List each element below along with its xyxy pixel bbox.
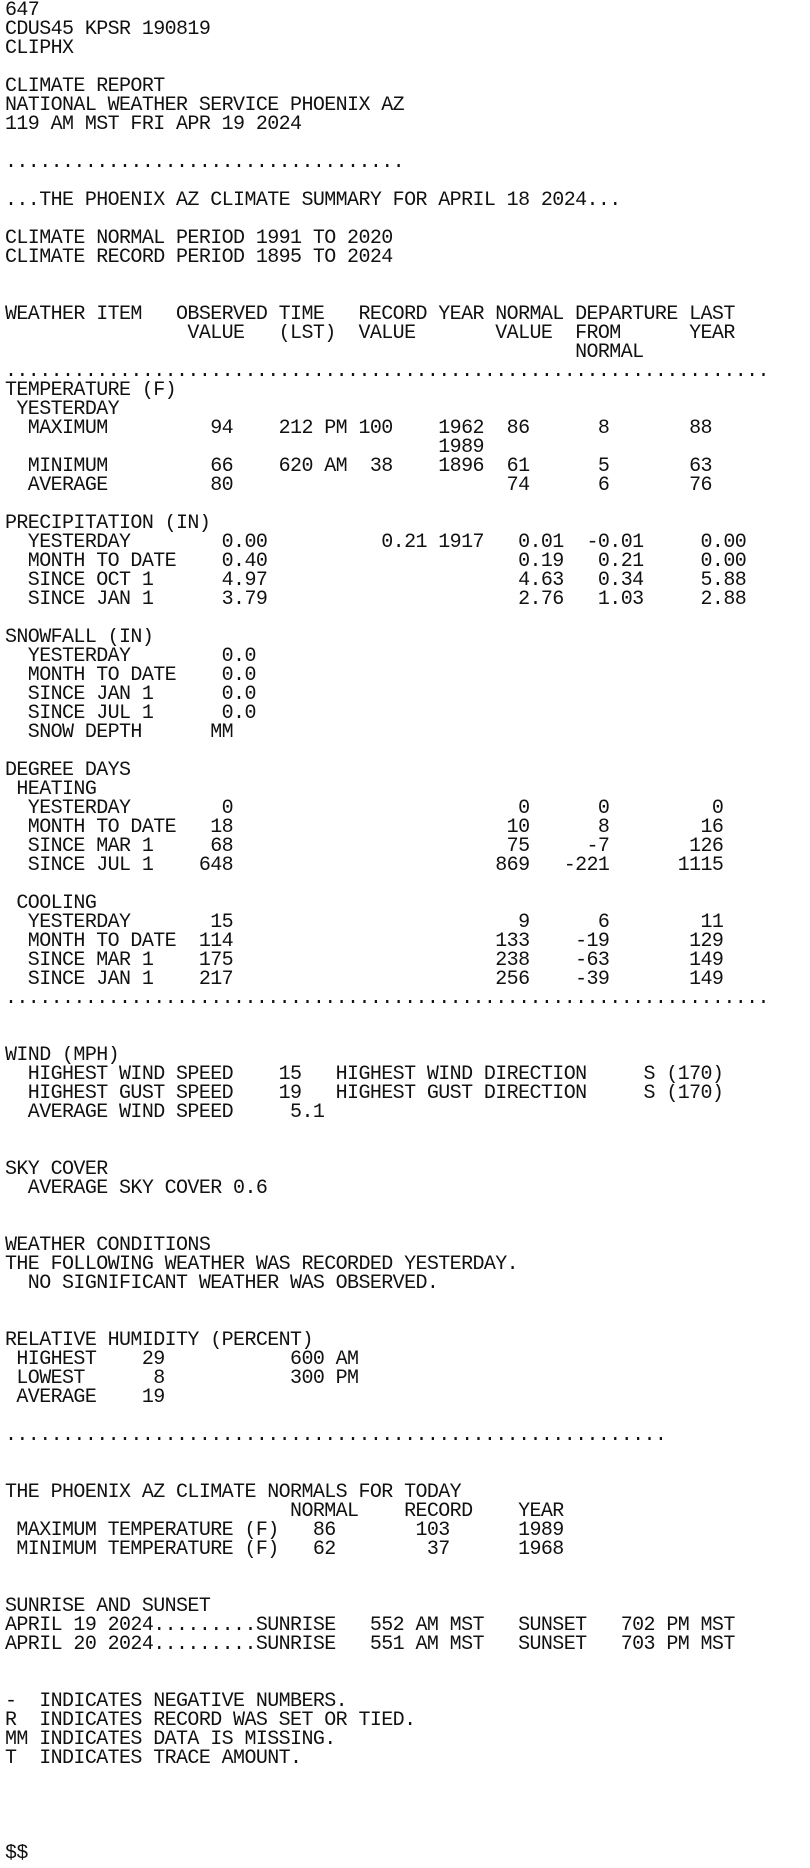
report-line: AVERAGE WIND SPEED 5.1 xyxy=(5,1103,325,1122)
report-line: AVERAGE 19 xyxy=(5,1388,165,1407)
report-line: LOWEST 8 300 PM xyxy=(5,1369,359,1388)
report-line: CLIMATE REPORT xyxy=(5,77,165,96)
report-line: SINCE JUL 1 648 869 -221 1115 xyxy=(5,856,724,875)
report-line: T INDICATES TRACE AMOUNT. xyxy=(5,1749,302,1768)
report-line xyxy=(5,286,810,305)
report-line: HIGHEST WIND SPEED 15 HIGHEST WIND DIRECTION S (170) xyxy=(5,1065,724,1084)
report-line: WEATHER ITEM OBSERVED TIME RECORD YEAR NORMAL DEPARTURE LAST xyxy=(5,305,735,324)
report-line: SKY COVER xyxy=(5,1160,108,1179)
report-line: 119 AM MST FRI APR 19 2024 xyxy=(5,115,302,134)
report-line: SINCE MAR 1 175 238 -63 149 xyxy=(5,951,724,970)
report-line: SINCE OCT 1 4.97 4.63 0.34 5.88 xyxy=(5,571,747,590)
report-line: AVERAGE SKY COVER 0.6 xyxy=(5,1179,268,1198)
report-line xyxy=(5,1445,810,1464)
report-line: $$ xyxy=(5,1844,28,1863)
report-line: WIND (MPH) xyxy=(5,1046,120,1065)
report-line xyxy=(5,1217,810,1236)
report-line: HIGHEST 29 600 AM xyxy=(5,1350,359,1369)
report-line: HEATING xyxy=(5,780,97,799)
report-line: CLIMATE NORMAL PERIOD 1991 TO 2020 xyxy=(5,229,393,248)
report-line: SINCE MAR 1 68 75 -7 126 xyxy=(5,837,724,856)
report-line: NO SIGNIFICANT WEATHER WAS OBSERVED. xyxy=(5,1274,439,1293)
report-line: .......................................................... xyxy=(5,1426,667,1445)
report-line: THE FOLLOWING WEATHER WAS RECORDED YESTERDAY. xyxy=(5,1255,519,1274)
report-line: TEMPERATURE (F) xyxy=(5,381,177,400)
report-line: CDUS45 KPSR 190819 xyxy=(5,20,211,39)
report-line xyxy=(5,134,810,153)
report-line: MONTH TO DATE 0.0 xyxy=(5,666,256,685)
report-line: 1989 xyxy=(5,438,484,457)
report-line xyxy=(5,1141,810,1160)
report-line: SINCE JAN 1 3.79 2.76 1.03 2.88 xyxy=(5,590,747,609)
report-line xyxy=(5,58,810,77)
report-line: SUNRISE AND SUNSET xyxy=(5,1597,211,1616)
report-line xyxy=(5,1312,810,1331)
report-line: AVERAGE 80 74 6 76 xyxy=(5,476,712,495)
report-line xyxy=(5,609,810,628)
report-line: HIGHEST GUST SPEED 19 HIGHEST GUST DIRECTION S (170) xyxy=(5,1084,724,1103)
report-line xyxy=(5,1673,810,1692)
report-line: YESTERDAY 0.00 0.21 1917 0.01 -0.01 0.00 xyxy=(5,533,747,552)
report-line xyxy=(5,495,810,514)
report-line: DEGREE DAYS xyxy=(5,761,131,780)
report-line xyxy=(5,1559,810,1578)
report-line xyxy=(5,1122,810,1141)
report-line xyxy=(5,1027,810,1046)
report-line xyxy=(5,1293,810,1312)
report-line: MAXIMUM TEMPERATURE (F) 86 103 1989 xyxy=(5,1521,564,1540)
report-line: COOLING xyxy=(5,894,97,913)
report-line: - INDICATES NEGATIVE NUMBERS. xyxy=(5,1692,348,1711)
report-line: ................................................................... xyxy=(5,989,769,1008)
report-line: 647 xyxy=(5,1,40,20)
report-line: NORMAL xyxy=(5,343,644,362)
report-line xyxy=(5,1768,810,1787)
report-line: MINIMUM TEMPERATURE (F) 62 37 1968 xyxy=(5,1540,564,1559)
report-line: NORMAL RECORD YEAR xyxy=(5,1502,564,1521)
report-line: SNOW DEPTH MM xyxy=(5,723,234,742)
report-line xyxy=(5,1464,810,1483)
report-line xyxy=(5,1806,810,1825)
report-line xyxy=(5,1578,810,1597)
report-line xyxy=(5,172,810,191)
report-line: MONTH TO DATE 18 10 8 16 xyxy=(5,818,724,837)
report-line: SINCE JAN 1 217 256 -39 149 xyxy=(5,970,724,989)
report-line: R INDICATES RECORD WAS SET OR TIED. xyxy=(5,1711,416,1730)
report-line: SINCE JUL 1 0.0 xyxy=(5,704,256,723)
report-line: YESTERDAY xyxy=(5,400,120,419)
report-line: VALUE (LST) VALUE VALUE FROM YEAR xyxy=(5,324,735,343)
report-line: PRECIPITATION (IN) xyxy=(5,514,211,533)
report-line xyxy=(5,1787,810,1806)
report-line xyxy=(5,875,810,894)
report-line xyxy=(5,1654,810,1673)
report-line: ................................... xyxy=(5,153,405,172)
report-line: APRIL 20 2024.........SUNRISE 551 AM MST SUNSET 703 PM MST xyxy=(5,1635,735,1654)
report-line: CLIMATE RECORD PERIOD 1895 TO 2024 xyxy=(5,248,393,267)
report-line: ...THE PHOENIX AZ CLIMATE SUMMARY FOR APRIL 18 2024... xyxy=(5,191,621,210)
report-line: SINCE JAN 1 0.0 xyxy=(5,685,256,704)
report-line xyxy=(5,1198,810,1217)
report-line: MAXIMUM 94 212 PM 100 1962 86 8 88 xyxy=(5,419,712,438)
report-line xyxy=(5,1008,810,1027)
report-line: CLIPHX xyxy=(5,39,74,58)
report-line: MONTH TO DATE 0.40 0.19 0.21 0.00 xyxy=(5,552,747,571)
report-line xyxy=(5,267,810,286)
report-line xyxy=(5,210,810,229)
report-line: APRIL 19 2024.........SUNRISE 552 AM MST SUNSET 702 PM MST xyxy=(5,1616,735,1635)
report-line xyxy=(5,1825,810,1844)
report-line xyxy=(5,742,810,761)
report-line xyxy=(5,1407,810,1426)
report-line: THE PHOENIX AZ CLIMATE NORMALS FOR TODAY xyxy=(5,1483,462,1502)
report-line: RELATIVE HUMIDITY (PERCENT) xyxy=(5,1331,313,1350)
report-line: WEATHER CONDITIONS xyxy=(5,1236,211,1255)
report-line: NATIONAL WEATHER SERVICE PHOENIX AZ xyxy=(5,96,405,115)
report-line: YESTERDAY 0.0 xyxy=(5,647,256,666)
report-line: SNOWFALL (IN) xyxy=(5,628,154,647)
report-line: ................................................................... xyxy=(5,362,769,381)
report-line: MONTH TO DATE 114 133 -19 129 xyxy=(5,932,724,951)
report-line: YESTERDAY 0 0 0 0 xyxy=(5,799,724,818)
report-line: YESTERDAY 15 9 6 11 xyxy=(5,913,724,932)
report-line: MINIMUM 66 620 AM 38 1896 61 5 63 xyxy=(5,457,712,476)
report-line: MM INDICATES DATA IS MISSING. xyxy=(5,1730,336,1749)
